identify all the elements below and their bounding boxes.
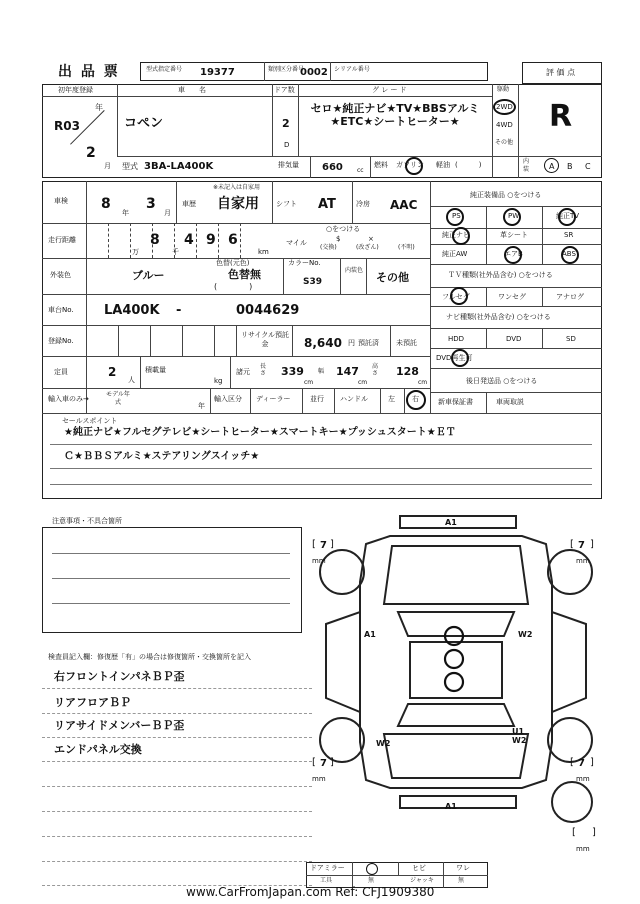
- damage-mark-2: [445, 650, 463, 668]
- displacement: 660: [322, 162, 343, 173]
- length: 339: [281, 365, 304, 378]
- tv-oneseg: ワンセグ: [498, 293, 526, 301]
- tread-rl-open: [: [312, 757, 316, 768]
- tread-fr-unit: mm: [576, 557, 590, 565]
- oem-tv-circle: [558, 208, 576, 226]
- height: 128: [396, 365, 419, 378]
- mileage-digit-3: 6: [228, 232, 238, 248]
- tread-fr-open: [: [570, 539, 574, 550]
- meter-tamper: (改ざん): [356, 244, 379, 251]
- drive-label: 駆動: [497, 86, 510, 93]
- tread-rl: 7: [320, 758, 327, 769]
- inspection-label: 車検: [54, 197, 68, 205]
- color-no-label: カラーNo.: [288, 259, 321, 267]
- meter-swap-symbol: $: [336, 235, 341, 243]
- jack-value: 無: [458, 877, 465, 884]
- sales-line-2: Ｃ★ＢＢＳアルミ★ステアリングスイッチ★: [64, 451, 260, 462]
- fuel-paren: ( ): [455, 161, 482, 169]
- diag-left-front: A1: [364, 630, 376, 639]
- after-warranty: 新車保証書: [438, 398, 473, 406]
- height-label: 高さ: [372, 363, 379, 377]
- diag-left-rear: W2: [376, 739, 391, 748]
- door-count: 2: [282, 117, 290, 130]
- interior-b: B: [567, 162, 573, 171]
- deposit-not: 未預託: [396, 339, 417, 347]
- rear-window-shape: [398, 704, 514, 726]
- inspection-month: 3: [146, 196, 156, 212]
- door-unit: D: [284, 141, 290, 149]
- note-line-4: エンドパネル交換: [54, 743, 142, 756]
- grade-label: グ レ ー ド: [372, 86, 407, 94]
- tv-fullseg-circle: [450, 287, 468, 305]
- handle-label: ハンドル: [340, 395, 368, 403]
- tread-spare-close: ]: [592, 827, 596, 838]
- interior-label: 内装: [523, 158, 530, 173]
- drive-2wd: 2WD: [496, 103, 513, 111]
- wheel-rear-left: [320, 718, 364, 762]
- oem-pw: PW: [508, 212, 520, 220]
- interior-color-label: 内装色: [345, 267, 364, 274]
- first-reg-label: 初年度登録: [58, 86, 93, 94]
- reg-era: R03: [54, 119, 80, 133]
- oem-ps: PS: [452, 212, 461, 220]
- crack2-label: ワレ: [456, 864, 470, 872]
- mileage-digit-1: 4: [184, 232, 194, 248]
- width-label: 幅: [318, 368, 325, 375]
- height-cm: cm: [418, 379, 428, 386]
- wheel-rear-right: [548, 718, 592, 762]
- fuel-circle: [405, 157, 423, 175]
- mirror-label: ドアミラー: [310, 864, 345, 872]
- mile-label: マイル: [286, 239, 307, 247]
- history-note: ※未記入は自家用: [213, 184, 261, 191]
- tread-fl: 7: [320, 540, 327, 551]
- handle-left: 左: [388, 395, 395, 403]
- car-name: コペン: [124, 116, 164, 131]
- length-cm: cm: [304, 379, 314, 386]
- handle-right-circle: [406, 390, 426, 410]
- meter-tamper-symbol: ×: [368, 235, 374, 243]
- car-damage-diagram: [306, 512, 606, 872]
- import-class-label: 輸入区分: [214, 395, 242, 403]
- tread-fl-open: [: [312, 539, 316, 550]
- tv-title: ＴＶ種類(社外品含む) ○をつける: [448, 271, 553, 279]
- navi-title: ナビ種類(社外品含む) ○をつける: [446, 313, 551, 321]
- note-line-3: リアサイドメンバーＢＰ歪: [54, 719, 185, 732]
- deposit-done: 預託済: [358, 339, 379, 347]
- handle-right: 右: [412, 395, 419, 403]
- class-no: 0002: [300, 67, 328, 78]
- tread-rr-open: [: [570, 757, 574, 768]
- tread-spare-unit: mm: [576, 845, 590, 853]
- drive-other: その他: [495, 139, 514, 146]
- kg-unit: kg: [214, 377, 223, 385]
- tread-rl-unit: mm: [312, 775, 326, 783]
- size-label: 諸元: [236, 368, 250, 376]
- model-cert-label: 型式指定番号: [146, 66, 183, 73]
- fuel-light-label: 軽油: [436, 161, 450, 169]
- interior-color: その他: [376, 271, 409, 284]
- history-label: 車歴: [182, 200, 196, 208]
- oem-leather: 革シート: [500, 231, 528, 239]
- mirror-circle: [366, 863, 378, 875]
- tools-value: 無: [368, 877, 375, 884]
- navi-dvd: DVD: [506, 335, 522, 343]
- oem-pw-circle: [503, 208, 521, 226]
- caution-label: 注意事項・不具合箇所: [52, 517, 122, 525]
- reg-no-label: 登録No.: [48, 337, 74, 345]
- oem-tv: 純正TV: [556, 212, 580, 220]
- recycle-label: リサイクル預託金: [240, 331, 290, 348]
- color-no: S39: [303, 277, 323, 287]
- score-label: 評 価 点: [546, 68, 576, 77]
- mileage-sen-unit: 千: [172, 248, 179, 256]
- inspection-year-unit: 年: [122, 209, 129, 217]
- tread-rr-close: ]: [590, 757, 594, 768]
- inspection-month-unit: 月: [164, 209, 171, 217]
- tv-fullseg: フルセグ: [442, 293, 470, 301]
- after-manual: 車両取説: [496, 398, 524, 406]
- mileage-man-unit: 万: [132, 248, 139, 256]
- wheel-front-left: [320, 550, 364, 594]
- reg-month: 2: [86, 145, 96, 161]
- damage-mark-3: [445, 673, 463, 691]
- jack-label: ジャッキ: [410, 877, 434, 884]
- recycle-amount: 8,640: [304, 336, 342, 350]
- serial-label: シリアル番号: [334, 66, 370, 73]
- shift-value: AT: [318, 197, 336, 212]
- right-door-shape: [552, 612, 586, 712]
- oem-abs-circle: [561, 246, 579, 264]
- page-title: 出 品 票: [58, 64, 120, 80]
- sales-label: セールスポイント: [62, 417, 118, 425]
- meter-swap: (交換): [320, 244, 337, 251]
- import-parallel: 並行: [310, 395, 324, 403]
- color-label: 外装色: [50, 271, 71, 279]
- grade-text: セロ★純正ナビ★TV★BBSアルミ★ETC★シートヒーター★: [310, 102, 480, 128]
- month-unit: 月: [104, 162, 111, 170]
- width: 147: [336, 365, 359, 378]
- tread-rr: 7: [578, 758, 585, 769]
- oem-abs: ABS: [562, 250, 576, 258]
- model-year-unit: 年: [198, 402, 205, 410]
- shift-label: シフト: [276, 200, 297, 208]
- meter-unknown: (不明): [398, 244, 415, 251]
- drive-4wd: 4WD: [496, 121, 513, 129]
- model-year-label: モデル年式: [106, 391, 130, 406]
- ac-value: AAC: [390, 198, 418, 212]
- model-cert-no: 19377: [200, 67, 235, 78]
- car-name-label: 車 名: [178, 86, 206, 94]
- color-change: 色替無: [228, 268, 261, 281]
- cc-unit: cc: [357, 167, 364, 174]
- import-label: 輸入車のみ→: [48, 395, 89, 403]
- oem-aw: 純正AW: [442, 250, 468, 258]
- inspector-label: 検査員記入欄：修復歴「有」の場合は修復箇所・交換箇所を記入: [48, 653, 251, 661]
- diag-right-front: W2: [518, 630, 533, 639]
- mileage-digit-2: 9: [206, 232, 216, 248]
- navi-sd: SD: [566, 335, 576, 343]
- color-change-label: 色替(元色): [216, 259, 250, 267]
- import-dealer: ディーラー: [256, 395, 291, 403]
- oem-sr: SR: [564, 231, 574, 239]
- front-bumper-shape: [400, 516, 516, 528]
- model-label: 型式: [122, 162, 138, 171]
- fuel-label: 燃料: [374, 161, 388, 169]
- interior-a: A: [549, 162, 555, 171]
- length-label: 長さ: [260, 363, 267, 377]
- chassis-prefix: LA400K: [104, 303, 160, 318]
- note-line-2: リアフロアＢＰ: [54, 696, 131, 709]
- after-title: 後日発送品 ○をつける: [466, 377, 538, 385]
- hood-shape: [384, 546, 528, 604]
- color-paren: ( ): [214, 282, 253, 291]
- oem-title: 純正装備品 ○をつける: [470, 191, 542, 199]
- fuel-gasoline: ガソリン: [396, 161, 424, 169]
- spare-tire: [552, 782, 592, 822]
- tread-fr: 7: [578, 540, 585, 551]
- chassis-dash: -: [176, 303, 182, 318]
- note-line-1: 右フロントインパネＢＰ歪: [54, 670, 185, 683]
- year-unit: 年: [95, 103, 103, 112]
- tools-label: 工具: [320, 877, 333, 884]
- diag-front: A1: [445, 518, 457, 527]
- tread-spare-open: [: [572, 827, 576, 838]
- sales-line-1: ★純正ナビ★フルセグテレビ★シートヒーター★スマートキー★プッシュスタート★ＥＴ: [64, 427, 456, 438]
- oem-navi-circle: [452, 227, 470, 245]
- meter-circle-note: ○をつける: [326, 225, 361, 233]
- tread-fr-close: ]: [590, 539, 594, 550]
- km-unit: km: [258, 248, 269, 256]
- tread-rr-unit: mm: [576, 775, 590, 783]
- class-no-label: 類別区分番号: [268, 66, 305, 73]
- interior-a-circle: [544, 158, 559, 173]
- windshield-shape: [398, 612, 514, 636]
- tread-fl-close: ]: [330, 539, 334, 550]
- navi-hdd: HDD: [448, 335, 465, 343]
- doors-label: ドア数: [274, 86, 295, 94]
- oem-navi: 純正ナビ: [442, 231, 470, 239]
- history-value: 自家用: [217, 196, 259, 212]
- diag-right-rear: U1 W2: [512, 727, 527, 745]
- model-code: 3BA-LA400K: [144, 161, 214, 172]
- inspection-year: 8: [101, 196, 111, 212]
- mileage-man: 8: [150, 232, 160, 248]
- capacity-label: 定員: [54, 368, 68, 376]
- drive-2wd-circle: [493, 99, 516, 115]
- oem-airbag-circle: [504, 246, 522, 264]
- tread-fl-unit: mm: [312, 557, 326, 565]
- recycle-unit: 円: [348, 339, 355, 347]
- score-value: R: [549, 99, 573, 134]
- rear-bumper-shape: [400, 796, 516, 808]
- trunk-shape: [384, 734, 528, 778]
- color-value: ブルー: [132, 269, 165, 282]
- tv-analog: アナログ: [556, 293, 584, 301]
- width-cm: cm: [358, 379, 368, 386]
- dvd-playback-circle: [451, 349, 469, 367]
- capacity-unit: 人: [128, 376, 135, 384]
- ac-label: 冷房: [356, 200, 370, 208]
- caution-box: [42, 527, 302, 633]
- chassis-no: 0044629: [236, 303, 300, 318]
- left-door-shape: [326, 612, 360, 712]
- crack-label: ヒビ: [412, 864, 426, 872]
- dvd-playback: DVD再生可: [436, 354, 473, 362]
- interior-c: C: [585, 162, 591, 171]
- diag-rear: A1: [445, 802, 457, 811]
- oem-ps-circle: [446, 208, 464, 226]
- oem-airbag: エアB: [504, 250, 523, 258]
- chassis-label: 車台No.: [48, 306, 74, 314]
- displacement-label: 排気量: [278, 161, 299, 169]
- watermark: www.CarFromJapan.com Ref: CFJ1909380: [186, 885, 435, 899]
- mileage-label: 走行距離: [48, 236, 76, 244]
- tread-rl-close: ]: [330, 757, 334, 768]
- capacity: 2: [108, 365, 117, 379]
- load-label: 積載量: [145, 366, 166, 374]
